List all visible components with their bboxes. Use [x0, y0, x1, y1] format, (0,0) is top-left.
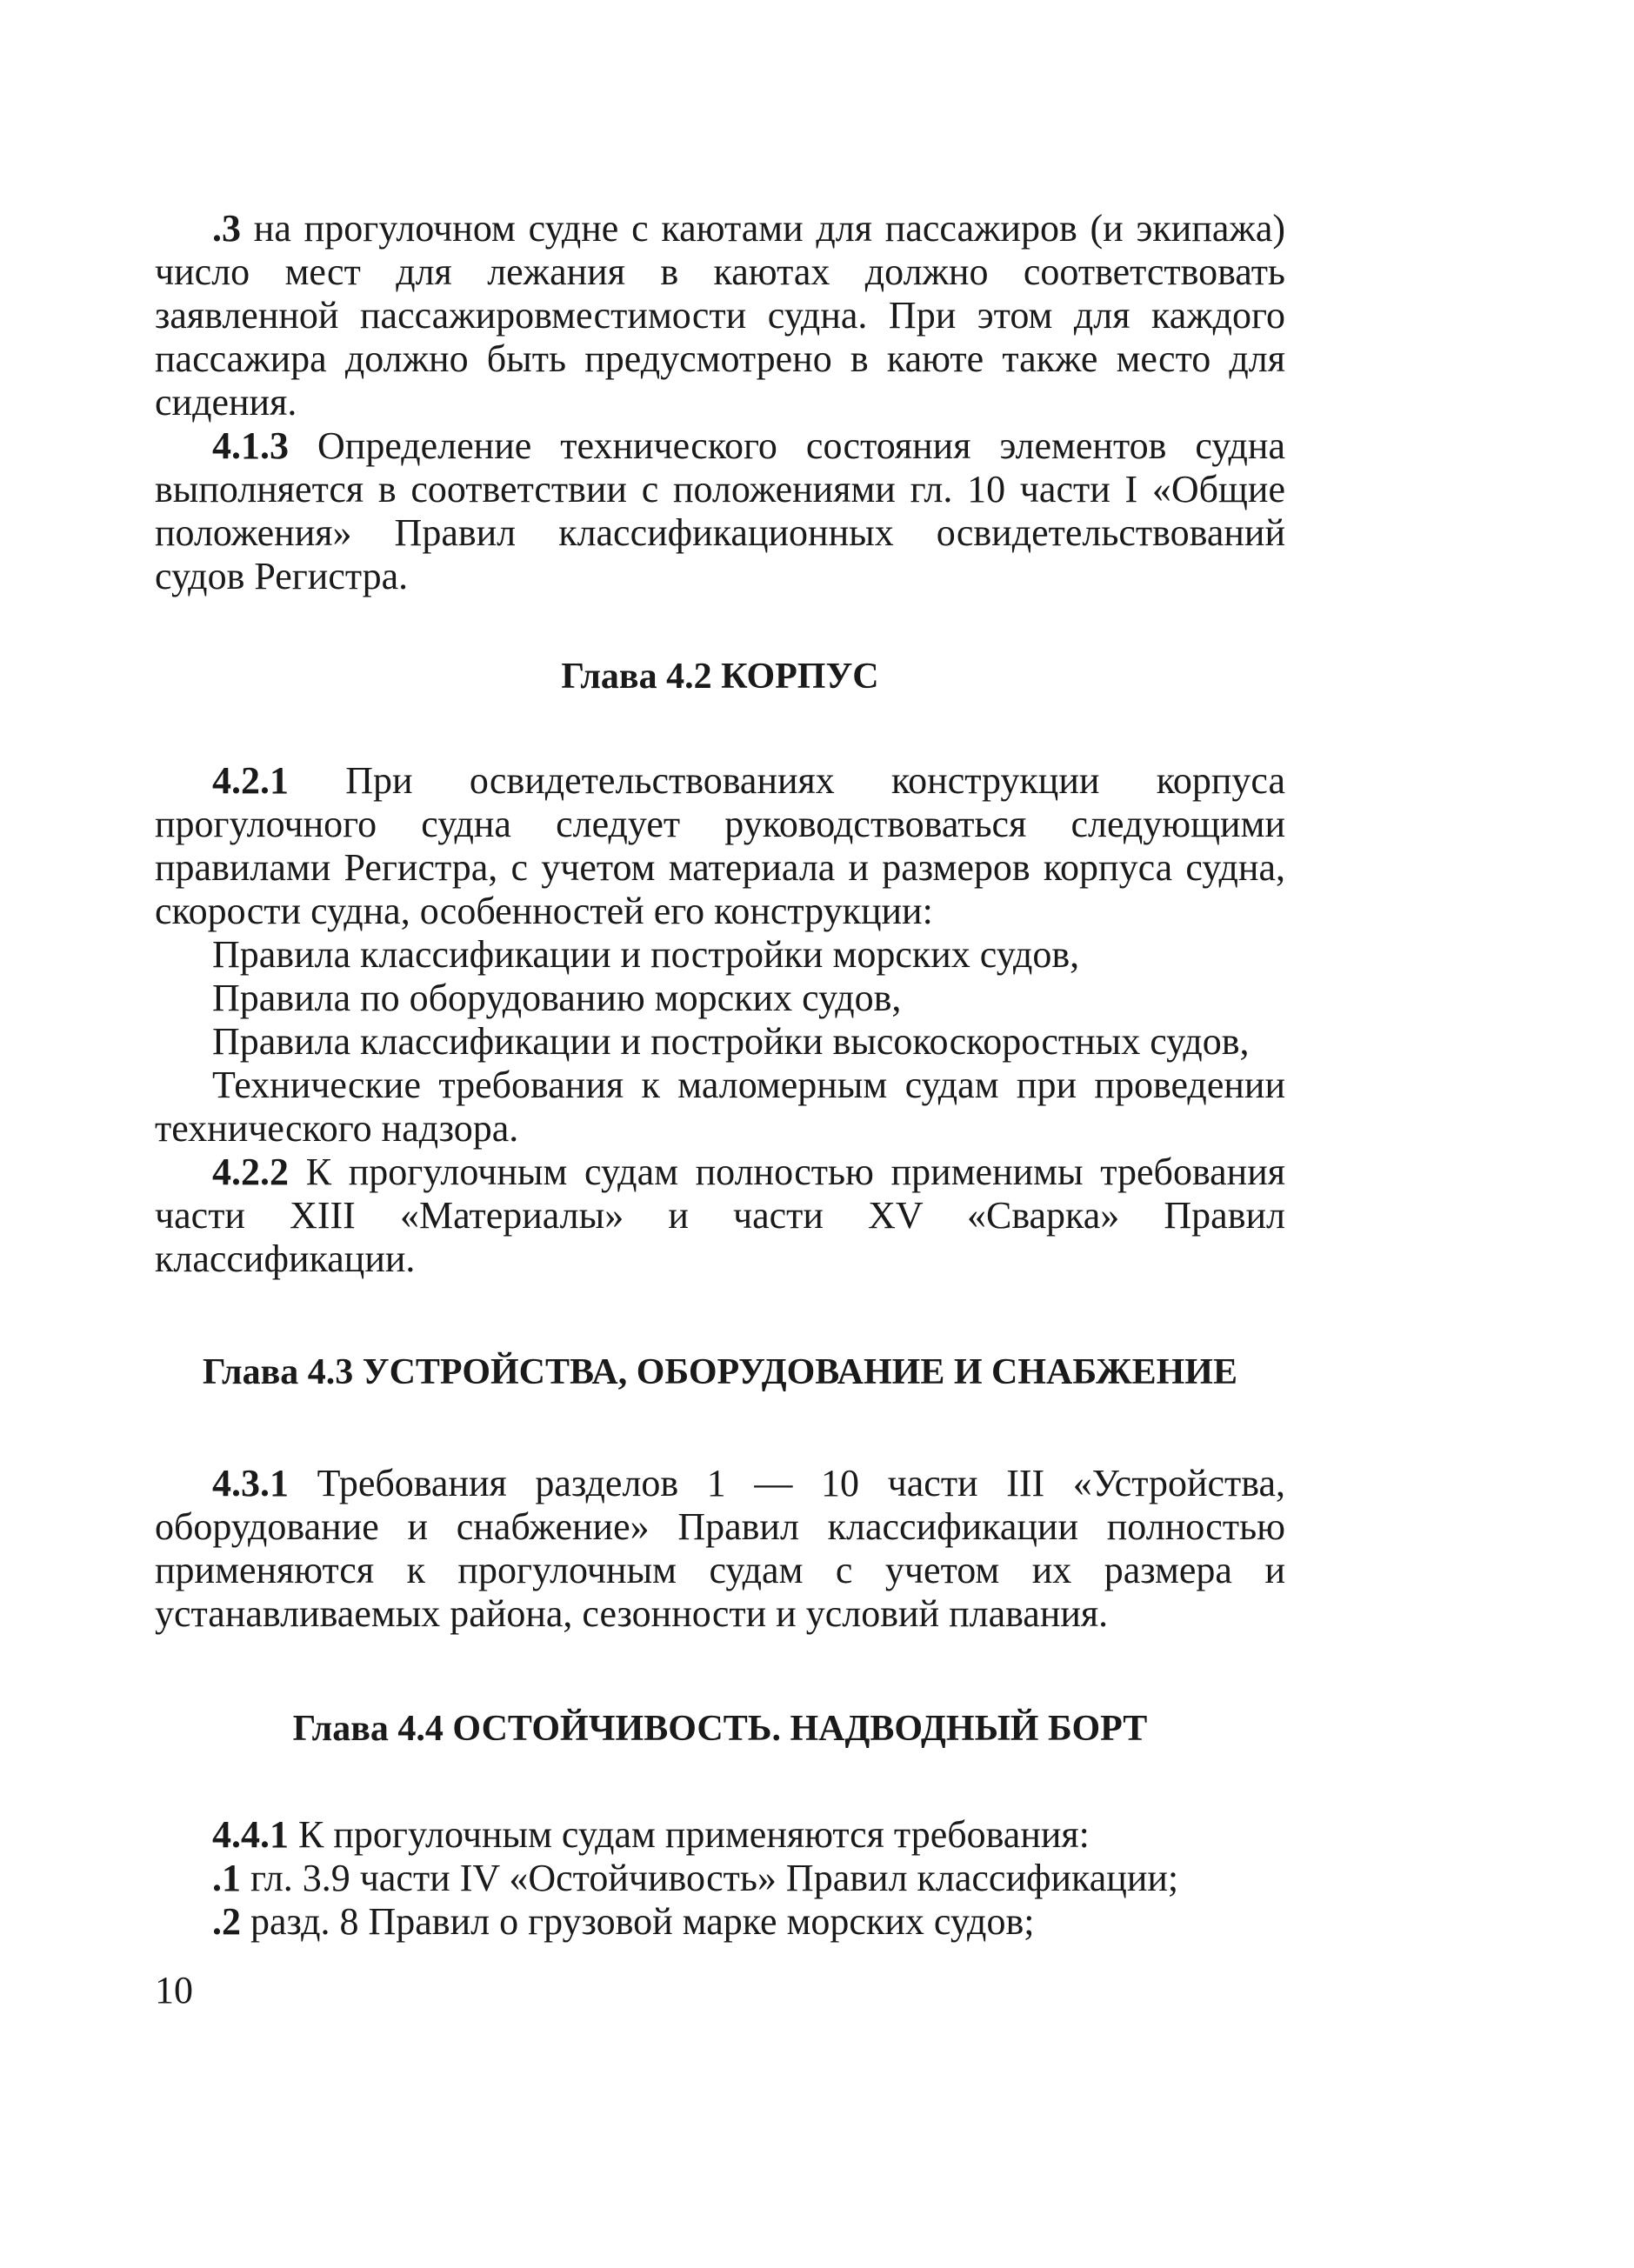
- clause-number: 4.4.1: [212, 1813, 289, 1856]
- subclause-1: [155, 1857, 1285, 1900]
- clause-text: К прогулочным судам полностью применимы требования части XIII «Материалы» и части XV «Сварка» Правил классификации.: [155, 1151, 1285, 1280]
- chapter-heading-4-4: Глава 4.4 ОСТОЙЧИВОСТЬ. НАДВОДНЫЙ БОРТ: [292, 1709, 1148, 1749]
- paragraph-4-1-3: [155, 424, 1285, 598]
- page-number: 10: [155, 1969, 193, 2011]
- chapter-heading-4-3: Глава 4.3 УСТРОЙСТВА, ОБОРУДОВАНИЕ И СНАБЖЕНИЕ: [203, 1352, 1237, 1392]
- subclause-2: [155, 1900, 1285, 1944]
- paragraph-4-2-1: [155, 759, 1285, 933]
- clause-number: .3: [212, 207, 241, 250]
- rules-list-item: Правила классификации и постройки высокоскоростных судов,: [212, 1020, 1250, 1063]
- paragraph-4-2-2: [155, 1151, 1285, 1281]
- clause-number: .1: [212, 1857, 241, 1899]
- clause-text: Требования разделов 1 — 10 части III «Устройства, оборудование и снабжение» Правил классификации полностью применяются к прогулочным судам с учетом их размера и устанавливаемых района, сезонности и условий плавания.: [155, 1462, 1285, 1635]
- rules-list-item: Правила по оборудованию морских судов,: [212, 977, 902, 1019]
- clause-text: разд. 8 Правил о грузовой марке морских судов;: [241, 1900, 1035, 1943]
- clause-number: 4.2.1: [212, 759, 289, 802]
- clause-text: При освидетельствованиях конструкции корпуса прогулочного судна следует руководствоваться следующими правилами Регистра, с учетом материала и размеров корпуса судна, скорости судна, особенностей его конструкции:: [155, 759, 1285, 932]
- clause-text: Определение технического состояния элементов судна выполняется в соответствии с положениями гл. 10 части I «Общие положения» Правил классификационных освидетельствований судов Регистра.: [155, 424, 1285, 597]
- clause-text: на прогулочном судне с каютами для пассажиров (и экипажа) число мест для лежания в каютах должно соответствовать заявленной пассажировместимости судна. При этом для каждого пассажира должно быть предусмотрено в каюте также место для сидения.: [155, 207, 1285, 424]
- chapter-heading-4-2: Глава 4.2 КОРПУС: [561, 657, 879, 697]
- clause-text: К прогулочным судам применяются требования:: [289, 1813, 1090, 1856]
- clause-number: 4.1.3: [212, 424, 289, 467]
- clause-number: 4.3.1: [212, 1462, 289, 1504]
- rules-list-item: Технические требования к маломерным судам при проведении технического надзора.: [155, 1064, 1285, 1150]
- paragraph-3-cabins: [155, 207, 1285, 424]
- paragraph-4-4-1: [155, 1813, 1285, 1857]
- clause-number: 4.2.2: [212, 1151, 289, 1193]
- clause-text: гл. 3.9 части IV «Остойчивость» Правил классификации;: [241, 1857, 1179, 1899]
- document-page: [155, 207, 1285, 1944]
- rules-list-item: Правила классификации и постройки морских судов,: [212, 933, 1080, 976]
- clause-number: .2: [212, 1900, 241, 1943]
- paragraph-4-3-1: [155, 1462, 1285, 1636]
